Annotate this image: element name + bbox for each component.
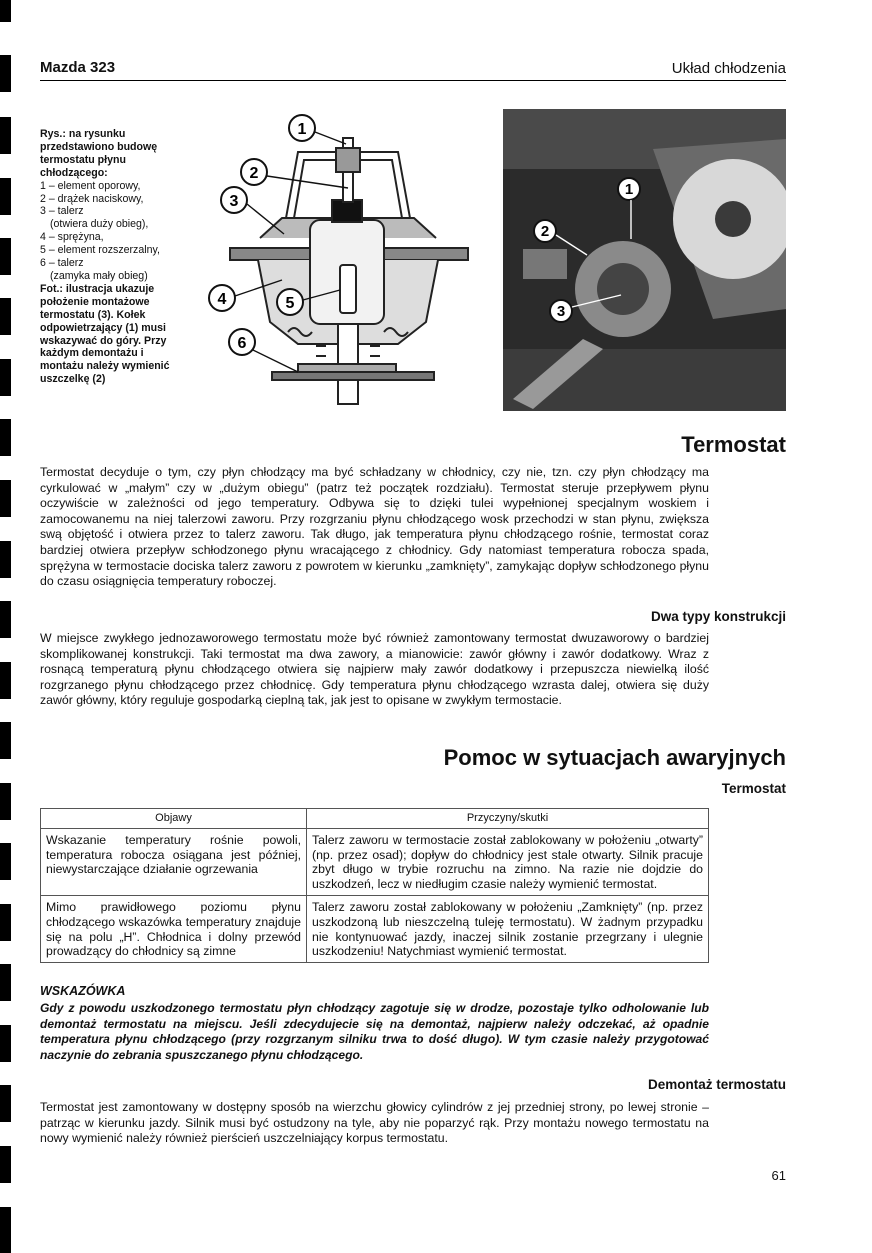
- binding-mark: [0, 1146, 11, 1183]
- table-cell-symptom: Mimo prawidłowego poziomu płynu chłodzącego wskazówka temperatury znajduje się na polu „H”. Chłodnica i dolny przewód prowadzący do chłodnicy są zimne: [41, 895, 307, 962]
- binding-mark: [0, 1025, 11, 1062]
- figure-caption: [40, 128, 190, 386]
- binding-mark: [0, 662, 11, 699]
- note-title: WSKAZÓWKA: [40, 984, 126, 998]
- binding-mark: [0, 480, 11, 517]
- binding-mark: [0, 419, 11, 456]
- legend-item: 1 – element oporowy,: [40, 179, 141, 192]
- diagram-callout-1: [289, 115, 346, 144]
- binding-mark: [0, 541, 11, 578]
- svg-text:1: 1: [297, 121, 307, 138]
- svg-text:2: 2: [249, 165, 259, 182]
- caption-intro: Rys.: na rysunku przedstawiono budowę termostatu płynu chłodzącego:: [40, 128, 158, 179]
- paragraph-termostat: Termostat decyduje o tym, czy płyn chłodzący ma być schładzany w chłodnicy, czy nie, tzn. czy płyn chłodzący ma cyrkulować w „małym” czy w „dużym obiegu” (patrz też początek rozdziału). Termostat steruje przepływem płynu oczywiście w zależności od jego temperatury. Odbywa się to dzięki tulei wypełnionej specjalnym woskiem i zamocowanemu na niej talerzowi zaworu. Przy rozgrzaniu płynu chłodzącego wosk przechodzi w stan płynu, zwiększa swą objętość i otwiera przez to talerz zaworu. Tak długo, jak temperatura płynu chłodzącego rośnie, termostat coraz bardziej otwiera przepływ schłodzonego płynu wracającego z chłodnicy. Gdy natomiast temperatura robocza spada, sprężyna w termostacie dociska talerz zaworu z powrotem w kierunku „zamknięty”, zamykając dopływ schłodzonego płynu do czasu osiągnięcia temperatury roboczej.: [40, 465, 709, 589]
- binding-mark: [0, 904, 11, 941]
- legend-item: 6 – talerz: [40, 257, 84, 270]
- binding-mark: [0, 178, 11, 215]
- svg-text:4: 4: [217, 291, 227, 308]
- troubleshooting-table: [40, 808, 709, 963]
- binding-mark: [0, 298, 11, 335]
- column-header: Przyczyny/skutki: [307, 809, 709, 829]
- binding-mark: [0, 783, 11, 820]
- header-book-title: Mazda 323: [40, 59, 116, 76]
- subsection-title-termostat: Termostat: [721, 781, 786, 796]
- legend-item: 2 – drążek naciskowy,: [40, 192, 144, 205]
- diagram-callout-3: [221, 187, 284, 234]
- table-cell-cause: Talerz zaworu w termostacie został zablokowany w położeniu „otwarty” (np. przez osad); dopływ do chłodnicy jest stale otwarty. Silnik pracuje zbyt długo w trybie rozruchu na zimno. Na razie nie dojdzie do uszkodzeń, lecz w niedługim czasie należy wymienić termostat.: [307, 828, 709, 895]
- paragraph-removal: Termostat jest zamontowany w dostępny sposób na wierzchu głowicy cylindrów z jej przedniej strony, po lewej stronie – patrząc w kierunku jazdy. Silnik musi być ostudzony na tyle, aby nie poparzyć rąk. Przy montażu nowego termostatu na nowy wymienić należy również pierścień uszczelniający korpus termostatu.: [40, 1100, 709, 1146]
- svg-text:2: 2: [540, 223, 550, 240]
- table-row: [41, 895, 709, 962]
- svg-text:5: 5: [285, 295, 295, 312]
- legend-item: (otwiera duży obieg),: [50, 218, 149, 231]
- page-number: 61: [771, 1168, 786, 1183]
- legend-item: 3 – talerz: [40, 205, 84, 218]
- binding-mark: [0, 117, 11, 154]
- binding-mark: [0, 843, 11, 880]
- svg-text:3: 3: [556, 303, 566, 320]
- table-header-row: [41, 809, 709, 829]
- binding-mark: [0, 0, 11, 22]
- svg-text:6: 6: [237, 335, 247, 352]
- binding-mark: [0, 964, 11, 1001]
- svg-text:1: 1: [624, 181, 634, 198]
- subsection-title-two-types: Dwa typy konstrukcji: [650, 609, 786, 624]
- column-header: Objawy: [41, 809, 307, 829]
- note-text: Gdy z powodu uszkodzonego termostatu płyn chłodzący zagotuje się w drodze, pozostaje tylko odholowanie lub demontaż termostatu na miejscu. Jeśli zdecydujecie się na demontaż, najpierw należy odczekać, aż opadnie temperatura płynu chłodzącego (przy rozgrzanym silniku trwa to dość długo). W tym czasie należy przygotować naczynie do zebrania spuszczanego płynu chłodzącego.: [40, 1001, 709, 1062]
- legend-item: 4 – sprężyna,: [40, 231, 104, 244]
- legend-item: (zamyka mały obieg): [50, 269, 148, 282]
- subsection-title-removal: Demontaż termostatu: [647, 1077, 786, 1092]
- header-chapter: Układ chłodzenia: [671, 60, 786, 77]
- paragraph-two-types: W miejsce zwykłego jednozaworowego termostatu może być również zamontowany termostat dwuzaworowy o bardziej skomplikowanej konstrukcji. Taki termostat ma dwa zawory, a mianowicie: zawór główny i zawór dodatkowy. Wraz z rosnącą temperaturą płynu chłodzącego otwiera się najpierw mały zawór dodatkowy i przepuszcza niewielką ilość rozgrzanego płynu chłodzącego przez chłodnicę. Gdy temperatura płynu chłodzącego wzrasta dalej, otwiera się duży zawór główny, który reguluje gospodarką cieplną tak, jak jest to opisane w zwykłym termostacie.: [40, 631, 709, 708]
- binding-mark: [0, 359, 11, 396]
- binding-mark: [0, 238, 11, 275]
- binding-mark: [0, 1207, 11, 1253]
- table-cell-symptom: Wskazanie temperatury rośnie powoli, temperatura robocza osiągana jest później, niewystarczające działanie ogrzewania: [41, 828, 307, 895]
- section-title-termostat: Termostat: [681, 432, 786, 457]
- binding-mark: [0, 601, 11, 638]
- table-row: [41, 828, 709, 895]
- section-title-emergency: Pomoc w sytuacjach awaryjnych: [443, 745, 786, 770]
- caption-photo: Fot.: ilustracja ukazuje położenie montażowe termostatu (3). Kołek odpowietrzający (1) musi wskazywać do góry. Przy każdym demontażu i montażu należy wymienić uszczelkę (2): [40, 282, 170, 386]
- svg-text:3: 3: [229, 193, 239, 210]
- binding-mark: [0, 55, 11, 92]
- thermostat-diagram: [198, 110, 498, 412]
- binding-mark: [0, 722, 11, 759]
- table-cell-cause: Talerz zaworu został zablokowany w położeniu „Zamknięty” (np. przez uszkodzoną lub nieszczelną tuleję termostatu). W żadnym przypadku nie kontynuować jazdy, inaczej silnik zostanie przegrzany i ulegnie uszkodzeniu! Natychmiast wymienić termostat.: [307, 895, 709, 962]
- binding-mark: [0, 1085, 11, 1122]
- engine-photo: [503, 109, 786, 411]
- header-rule: [40, 80, 786, 81]
- legend-item: 5 – element rozszerzalny,: [40, 244, 160, 257]
